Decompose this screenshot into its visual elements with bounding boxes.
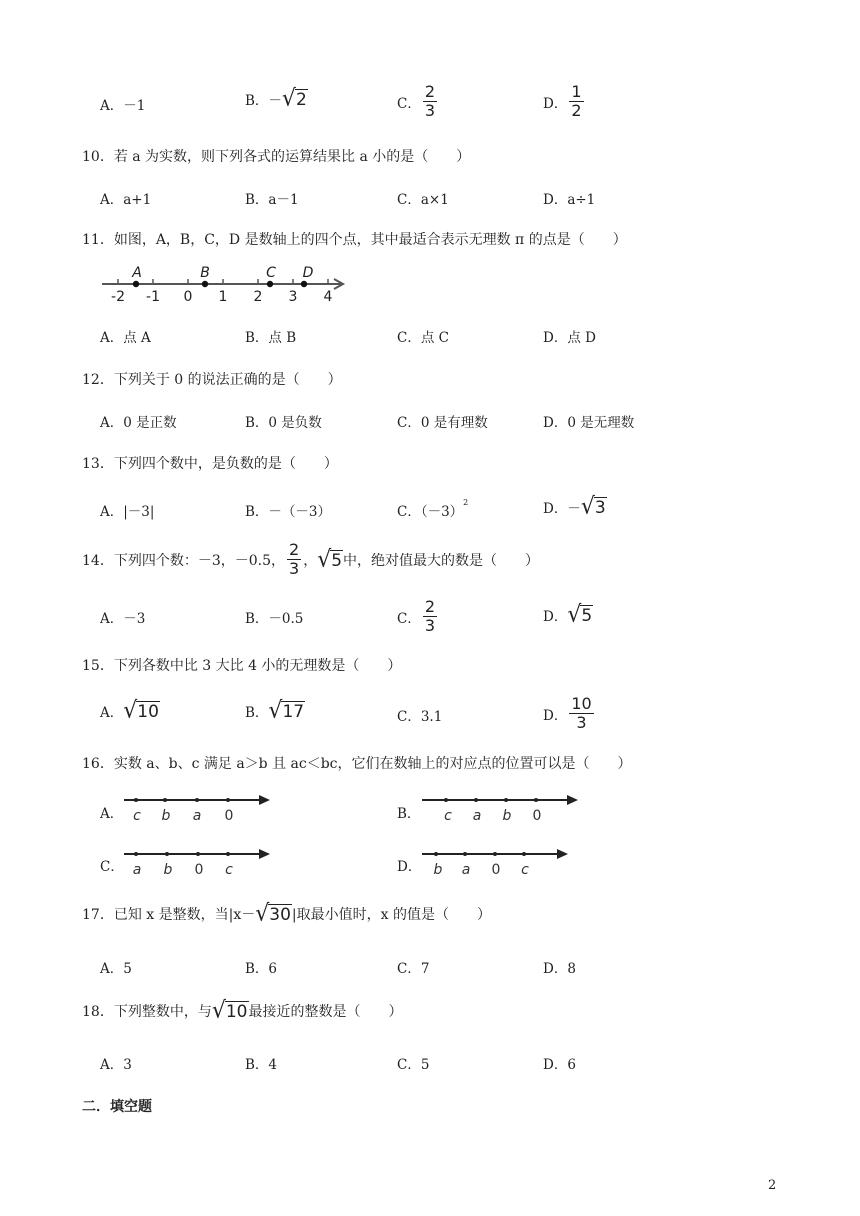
point-label: b	[161, 808, 171, 824]
point-label: 0	[194, 862, 204, 878]
sqrt-expression: √ 5	[567, 601, 593, 628]
q11-stem: 11．如图，A，B，C，D 是数轴上的四个点，其中最适合表示无理数 π 的点是（ ）	[82, 232, 627, 248]
point-label: C	[266, 265, 276, 281]
q18-option-c: C．5	[397, 1057, 430, 1073]
q16-option-b: B．	[397, 806, 421, 822]
q17-option-a: A．5	[100, 961, 132, 977]
q18-option-a: A．3	[100, 1057, 132, 1073]
axis-label: 0	[183, 289, 193, 304]
q17-option-b: B．6	[245, 961, 278, 977]
q17-option-d: D．8	[543, 961, 576, 977]
fraction: $\frac{2}{3}$	[289, 540, 300, 578]
q15-option-b: B． √ 17	[245, 697, 305, 724]
point-label: c	[444, 808, 452, 824]
axis-label: 1	[218, 289, 228, 304]
q18-option-b: B．4	[245, 1057, 278, 1073]
point-label: b	[163, 862, 173, 878]
q15-stem: 15．下列各数中比 3 大比 4 小的无理数是（ ）	[82, 658, 402, 674]
q10-option-c: C．a×1	[397, 192, 449, 208]
q11-option-c: C．点 C	[397, 330, 449, 346]
q16-option-c-number-line	[122, 846, 272, 878]
q16-stem: 16．实数 a、b、c 满足 a＞b 且 ac＜bc，它们在数轴上的对应点的位置可以是（ ）	[82, 756, 632, 772]
point-label: a	[461, 862, 471, 878]
axis-label: -2	[111, 289, 125, 304]
q9-option-d: D． $\frac{1}{2}$	[543, 82, 582, 120]
fraction: $\frac{2}{3}$	[424, 82, 436, 120]
q16-option-a-number-line	[122, 792, 272, 824]
q9-option-a: A．－1	[100, 98, 146, 114]
point-label: b	[502, 808, 512, 824]
q14-option-b: B．－0.5	[245, 611, 304, 627]
q15-option-a: A． √ 10	[100, 697, 159, 724]
point-label: a	[472, 808, 482, 824]
exponent: 2	[463, 498, 469, 507]
sqrt-expression: √ 10	[211, 997, 248, 1024]
section-title: 二．填空题	[82, 1099, 152, 1115]
fraction: $\frac{2}{3}$	[424, 597, 436, 635]
q14-option-c: C． $\frac{2}{3}$	[397, 597, 436, 635]
q14-stem: 14．下列四个数：－3，－0.5， $\frac{2}{3}$ ， √ 5 中，绝对值最大的数是（ ）	[82, 540, 540, 578]
point-label: A	[132, 265, 142, 281]
q12-option-b: B．0 是负数	[245, 415, 322, 431]
page-number: 2	[768, 1178, 777, 1193]
point-label: a	[132, 862, 142, 878]
q14-option-a: A．－3	[100, 611, 146, 627]
q12-option-a: A．0 是正数	[100, 415, 177, 431]
q12-option-d: D．0 是无理数	[543, 415, 635, 431]
q11-option-a: A．点 A	[100, 330, 151, 346]
q16-option-a: A．	[100, 806, 124, 822]
fraction: $\frac{10}{3}$	[571, 694, 592, 732]
point-label: c	[521, 862, 529, 878]
q16-option-d-number-line	[420, 846, 570, 878]
point-label: 0	[491, 862, 501, 878]
sqrt-expression: √ 3	[580, 493, 606, 520]
q9-option-c: C． $\frac{2}{3}$	[397, 82, 436, 120]
point-label: c	[133, 808, 141, 824]
q10-stem: 10．若 a 为实数，则下列各式的运算结果比 a 小的是（ ）	[82, 149, 471, 165]
axis-label: 4	[323, 289, 333, 304]
q11-option-d: D．点 D	[543, 330, 596, 346]
q13-stem: 13．下列四个数中，是负数的是（ ）	[82, 456, 338, 472]
sqrt-expression: √ 5	[317, 545, 343, 573]
q12-option-c: C．0 是有理数	[397, 415, 488, 431]
sqrt-expression: √ 17	[268, 697, 305, 724]
point-label: B	[200, 265, 210, 281]
point-label: D	[302, 265, 314, 281]
q16-option-c: C．	[100, 859, 124, 875]
q18-option-d: D．6	[543, 1057, 576, 1073]
sqrt-expression: √ 10	[123, 697, 159, 724]
q18-stem: 18．下列整数中，与 √ 10 最接近的整数是（ ）	[82, 997, 403, 1024]
point-label: b	[433, 862, 443, 878]
q13-option-a: A．|－3|	[100, 504, 155, 520]
q12-stem: 12．下列关于 0 的说法正确的是（ ）	[82, 372, 342, 388]
q15-option-c: C．3.1	[397, 709, 443, 725]
q10-option-a: A．a+1	[100, 192, 152, 208]
axis-label: 3	[288, 289, 298, 304]
axis-label: 2	[253, 289, 263, 304]
point-label: 0	[224, 808, 234, 824]
q13-option-b: B．－（－3）	[245, 504, 332, 520]
q10-option-b: B．a－1	[245, 192, 299, 208]
q10-option-d: D．a÷1	[543, 192, 596, 208]
q16-option-b-number-line	[420, 792, 582, 824]
sqrt-expression: √ 2	[281, 85, 307, 112]
point-label: 0	[532, 808, 542, 824]
point-label: a	[192, 808, 202, 824]
sqrt-expression: √ 30	[255, 900, 291, 927]
q13-option-c: C．（－3） $^2$	[397, 498, 469, 520]
q17-option-c: C．7	[397, 961, 430, 977]
q11-number-line	[98, 262, 350, 304]
q11-option-b: B．点 B	[245, 330, 297, 346]
q13-option-d: D．－ √ 3	[543, 493, 606, 520]
q9-option-b: B．－ √ 2	[245, 85, 307, 112]
q16-option-d: D．	[397, 859, 422, 875]
fraction: $\frac{1}{2}$	[571, 82, 582, 120]
q14-option-d: D． √ 5	[543, 601, 593, 628]
q17-stem: 17．已知 x 是整数，当|x－ √ 30 |取最小值时，x 的值是（ ）	[82, 900, 491, 927]
q15-option-d: D． $\frac{10}{3}$	[543, 694, 592, 732]
axis-label: -1	[146, 289, 160, 304]
point-label: c	[225, 862, 233, 878]
